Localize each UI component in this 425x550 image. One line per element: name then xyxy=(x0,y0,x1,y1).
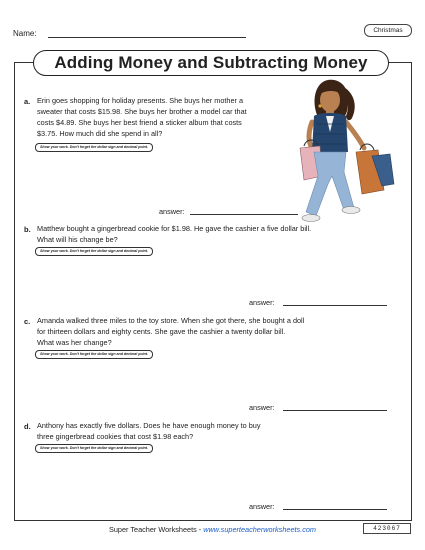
question-a-hint: Show your work. Don't forget the dollar sign and decimal point. xyxy=(35,143,153,152)
question-b-line-1: Matthew bought a gingerbread cookie for $1.98. He gave the cashier a five dollar bill. xyxy=(37,224,312,233)
question-d-line-1: Anthony has exactly five dollars. Does he have enough money to buy xyxy=(37,421,261,430)
footer xyxy=(0,525,425,534)
question-c-text xyxy=(37,315,304,348)
question-d-hint: Show your work. Don't forget the dollar sign and decimal point. xyxy=(35,444,153,453)
question-c-line-3: What was her change? xyxy=(37,338,112,347)
question-d-answer-label: answer: xyxy=(249,502,275,511)
question-d-line-2: three gingerbread cookies that cost $1.98 each? xyxy=(37,432,194,441)
question-b-answer-line[interactable] xyxy=(283,305,387,306)
name-label: Name: xyxy=(13,29,37,38)
question-d-letter: d. xyxy=(24,422,31,431)
question-b-text xyxy=(37,223,311,245)
girl-with-shopping-bags-icon xyxy=(298,76,402,226)
footer-brand: Super Teacher Worksheets xyxy=(109,525,197,534)
question-d-answer-line[interactable] xyxy=(283,509,387,510)
question-a-text xyxy=(37,95,247,139)
question-b-letter: b. xyxy=(24,225,31,234)
footer-url-link[interactable]: www.superteacherworksheets.com xyxy=(203,525,316,534)
question-c-letter: c. xyxy=(24,317,31,326)
question-a-answer-line[interactable] xyxy=(190,214,298,215)
worksheet-id: 423067 xyxy=(363,523,411,534)
question-a-line-1: Erin goes shopping for holiday presents. She buys her mother a xyxy=(37,96,244,105)
question-c-answer-label: answer: xyxy=(249,403,275,412)
question-c-answer-line[interactable] xyxy=(283,410,387,411)
question-a-line-4: $3.75. How much did she spend in all? xyxy=(37,129,163,138)
question-a-answer-label: answer: xyxy=(159,207,185,216)
question-a-letter: a. xyxy=(24,97,31,106)
page-title: Adding Money and Subtracting Money xyxy=(33,50,389,76)
question-b-hint: Show your work. Don't forget the dollar sign and decimal point. xyxy=(35,247,153,256)
question-a-line-2: sweater that costs $15.98. She buys her brother a model car that xyxy=(37,107,247,116)
question-a-line-3: costs $4.89. She buys her best friend a sticker album that costs xyxy=(37,118,242,127)
question-c-line-1: Amanda walked three miles to the toy store. When she got there, she bought a doll xyxy=(37,316,305,325)
question-b-line-2: What will his change be? xyxy=(37,235,118,244)
question-d-text xyxy=(37,420,261,442)
name-line[interactable] xyxy=(48,37,246,38)
question-c-hint: Show your work. Don't forget the dollar sign and decimal point. xyxy=(35,350,153,359)
question-b-answer-label: answer: xyxy=(249,298,275,307)
question-c-line-2: for thirteen dollars and eighty cents. She gave the cashier a twenty dollar bill. xyxy=(37,327,286,336)
category-badge: Christmas xyxy=(364,24,412,37)
footer-separator: - xyxy=(196,525,204,534)
